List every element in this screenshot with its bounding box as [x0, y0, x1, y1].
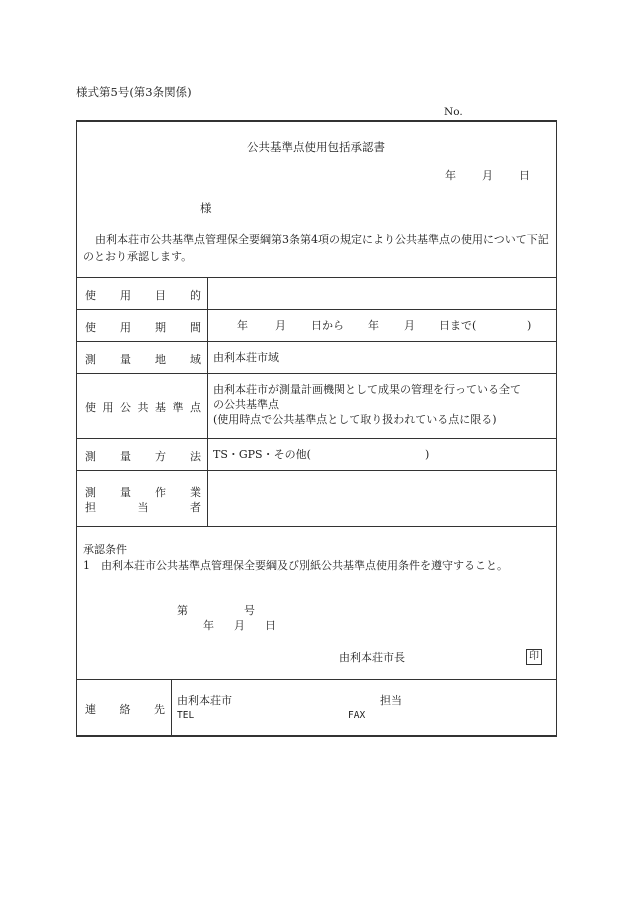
method-value: TS・GPS・その他(	[213, 448, 311, 461]
form-number: 様式第5号(第3条関係)	[76, 85, 192, 99]
points-value-line3: (使用時点で公共基準点として取り扱われている点に限る)	[213, 413, 497, 426]
date-year: 年	[445, 169, 456, 182]
row-rule	[77, 341, 556, 342]
points-value-line2: の公共基準点	[213, 398, 279, 411]
purpose-label: 使 用 目 的	[85, 289, 201, 302]
label-column-divider	[207, 277, 208, 526]
document-number-label: No.	[444, 106, 463, 118]
points-label: 使 用 公 共 基 準 点	[85, 401, 201, 414]
method-label: 測 量 方 法	[85, 450, 201, 463]
conditions-top-rule	[77, 526, 556, 527]
period-from-month: 月	[275, 319, 286, 332]
issuer-name: 由利本荘市長	[339, 651, 405, 664]
method-close-paren: )	[425, 448, 430, 461]
contact-column-divider	[171, 679, 172, 737]
issue-date-top	[445, 169, 530, 183]
period-label: 使 用 期 間	[85, 321, 201, 334]
condition-item-1: 1 由利本荘市公共基準点管理保全要綱及び別紙公共基準点使用条件を遵守すること。	[83, 559, 508, 572]
area-value: 由利本荘市域	[213, 351, 279, 364]
date-day: 日	[519, 169, 530, 182]
period-from-year: 年	[237, 319, 248, 332]
contact-person-label: 担当	[380, 694, 402, 707]
date-month: 月	[482, 169, 493, 182]
issue-date: 年 月 日	[203, 619, 276, 632]
contact-label: 連 絡 先	[85, 703, 165, 716]
points-value-line1: 由利本荘市が測量計画機関として成果の管理を行っている全て	[213, 383, 521, 396]
row-rule	[77, 470, 556, 471]
period-close-paren: )	[527, 319, 532, 332]
period-to-year: 年	[368, 319, 379, 332]
conditions-heading: 承認条件	[83, 543, 127, 556]
contact-tel-label: TEL	[177, 710, 195, 721]
period-to-month: 月	[404, 319, 415, 332]
issue-number: 第 号	[177, 604, 255, 617]
area-label: 測 量 地 域	[85, 353, 201, 366]
row-rule	[77, 309, 556, 310]
addressee-suffix: 様	[200, 201, 212, 215]
approval-form	[76, 120, 557, 737]
row-rule	[77, 373, 556, 374]
contact-fax-label: FAX	[348, 710, 366, 721]
contact-organization: 由利本荘市	[177, 694, 232, 707]
intro-text: 由利本荘市公共基準点管理保全要綱第3条第4項の規定により公共基準点の使用について下記のとおり承認します。	[83, 233, 549, 263]
document-title: 公共基準点使用包括承認書	[247, 140, 385, 154]
row-rule	[77, 438, 556, 439]
seal-stamp: 印	[526, 649, 542, 665]
contact-top-rule	[77, 679, 556, 680]
worker-label-line1: 測 量 作 業	[85, 486, 201, 499]
period-to-day: 日まで(	[439, 319, 477, 332]
period-from-day: 日から	[311, 319, 344, 332]
table-top-rule	[77, 277, 556, 278]
worker-label-line2: 担 当 者	[85, 501, 201, 514]
